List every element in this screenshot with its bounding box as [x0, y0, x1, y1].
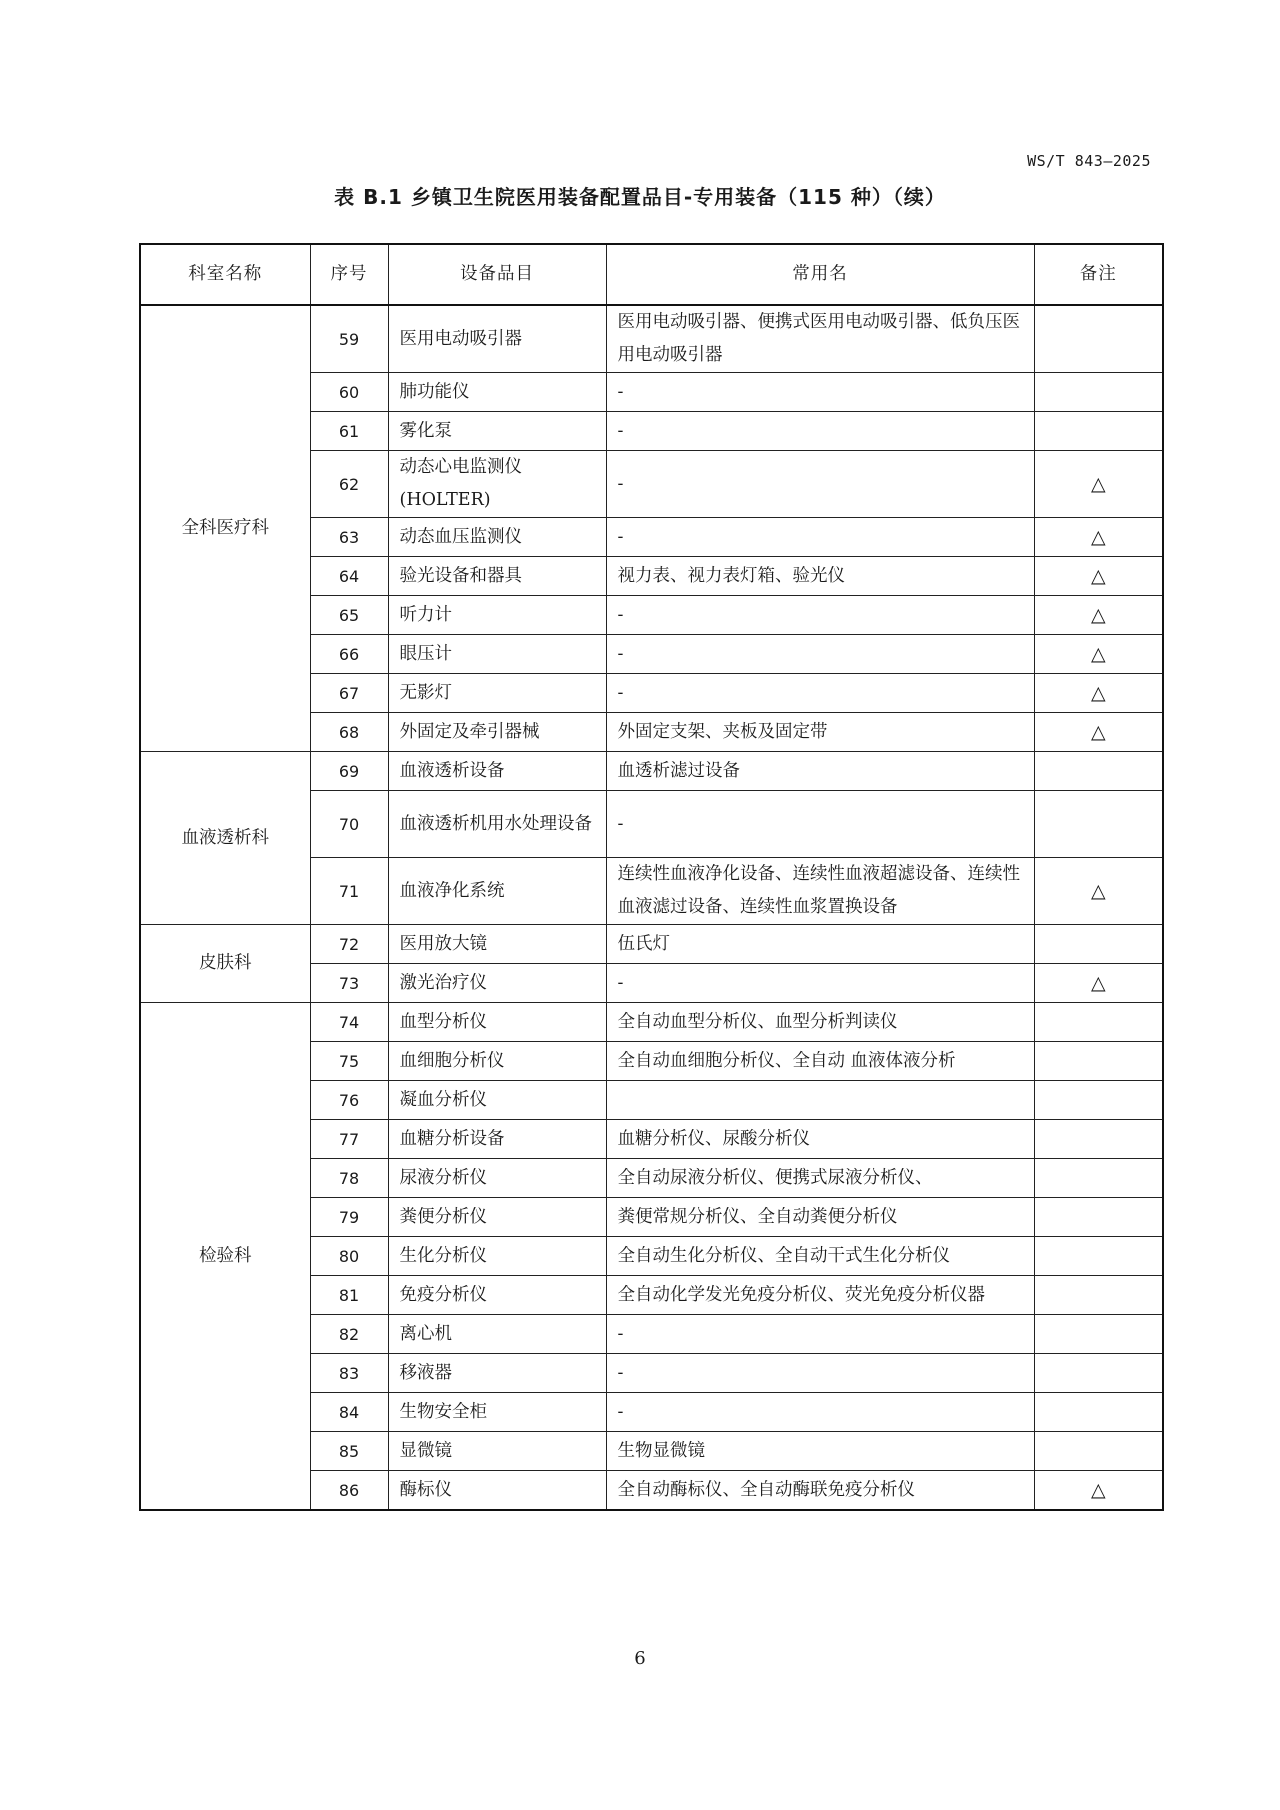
common-name-cell: - — [606, 451, 1034, 518]
item-cell: 血液透析机用水处理设备 — [388, 791, 606, 858]
item-cell: 免疫分析仪 — [388, 1276, 606, 1315]
remark-cell — [1034, 1237, 1163, 1276]
common-name-cell: - — [606, 1393, 1034, 1432]
item-cell: 生化分析仪 — [388, 1237, 606, 1276]
number-cell: 72 — [310, 925, 388, 964]
remark-cell — [1034, 1315, 1163, 1354]
item-cell: 雾化泵 — [388, 412, 606, 451]
item-cell: 凝血分析仪 — [388, 1081, 606, 1120]
number-cell: 61 — [310, 412, 388, 451]
common-name-cell: - — [606, 596, 1034, 635]
remark-cell — [1034, 1120, 1163, 1159]
remark-cell — [1034, 1159, 1163, 1198]
remark-cell — [1034, 373, 1163, 412]
common-name-cell: - — [606, 791, 1034, 858]
number-cell: 75 — [310, 1042, 388, 1081]
item-cell: 医用放大镜 — [388, 925, 606, 964]
common-name-cell — [606, 1081, 1034, 1120]
remark-cell: △ — [1034, 451, 1163, 518]
item-cell: 医用电动吸引器 — [388, 305, 606, 373]
number-cell: 60 — [310, 373, 388, 412]
remark-cell — [1034, 1198, 1163, 1237]
table-row — [140, 925, 1163, 964]
number-cell: 70 — [310, 791, 388, 858]
remark-cell: △ — [1034, 518, 1163, 557]
item-cell: 血细胞分析仪 — [388, 1042, 606, 1081]
item-cell: 眼压计 — [388, 635, 606, 674]
item-cell: 显微镜 — [388, 1432, 606, 1471]
common-name-cell: 全自动尿液分析仪、便携式尿液分析仪、 — [606, 1159, 1034, 1198]
remark-cell — [1034, 925, 1163, 964]
remark-cell: △ — [1034, 858, 1163, 925]
common-name-cell: - — [606, 635, 1034, 674]
remark-cell — [1034, 1003, 1163, 1042]
remark-cell: △ — [1034, 674, 1163, 713]
department-cell: 皮肤科 — [140, 925, 310, 1003]
item-cell: 血糖分析设备 — [388, 1120, 606, 1159]
number-cell: 59 — [310, 305, 388, 373]
number-cell: 65 — [310, 596, 388, 635]
number-cell: 63 — [310, 518, 388, 557]
common-name-cell: 全自动酶标仪、全自动酶联免疫分析仪 — [606, 1471, 1034, 1511]
page-number: 6 — [634, 1648, 646, 1669]
number-cell: 84 — [310, 1393, 388, 1432]
item-cell: 验光设备和器具 — [388, 557, 606, 596]
remark-cell — [1034, 1354, 1163, 1393]
col-header-common-name: 常用名 — [606, 244, 1034, 305]
number-cell: 83 — [310, 1354, 388, 1393]
remark-cell — [1034, 1042, 1163, 1081]
remark-cell — [1034, 1081, 1163, 1120]
department-cell: 全科医疗科 — [140, 305, 310, 752]
remark-cell — [1034, 412, 1163, 451]
common-name-cell: 生物显微镜 — [606, 1432, 1034, 1471]
number-cell: 69 — [310, 752, 388, 791]
number-cell: 77 — [310, 1120, 388, 1159]
item-cell: 酶标仪 — [388, 1471, 606, 1511]
common-name-cell: 连续性血液净化设备、连续性血液超滤设备、连续性血液滤过设备、连续性血浆置换设备 — [606, 858, 1034, 925]
table-header-row — [140, 244, 1163, 305]
number-cell: 64 — [310, 557, 388, 596]
common-name-cell: - — [606, 964, 1034, 1003]
item-cell: 血液净化系统 — [388, 858, 606, 925]
remark-cell — [1034, 1276, 1163, 1315]
common-name-cell: - — [606, 1354, 1034, 1393]
number-cell: 81 — [310, 1276, 388, 1315]
remark-cell — [1034, 305, 1163, 373]
remark-cell: △ — [1034, 557, 1163, 596]
number-cell: 82 — [310, 1315, 388, 1354]
number-cell: 86 — [310, 1471, 388, 1511]
equipment-table — [139, 243, 1164, 1511]
item-cell: 血型分析仪 — [388, 1003, 606, 1042]
remark-cell — [1034, 791, 1163, 858]
item-cell: 激光治疗仪 — [388, 964, 606, 1003]
item-cell: 离心机 — [388, 1315, 606, 1354]
number-cell: 62 — [310, 451, 388, 518]
number-cell: 79 — [310, 1198, 388, 1237]
number-cell: 68 — [310, 713, 388, 752]
number-cell: 71 — [310, 858, 388, 925]
item-cell: 肺功能仪 — [388, 373, 606, 412]
table-row — [140, 305, 1163, 373]
number-cell: 73 — [310, 964, 388, 1003]
col-header-remark: 备注 — [1034, 244, 1163, 305]
item-cell: 生物安全柜 — [388, 1393, 606, 1432]
number-cell: 76 — [310, 1081, 388, 1120]
common-name-cell: 外固定支架、夹板及固定带 — [606, 713, 1034, 752]
number-cell: 85 — [310, 1432, 388, 1471]
item-cell: 移液器 — [388, 1354, 606, 1393]
remark-cell: △ — [1034, 964, 1163, 1003]
table-title: 表 B.1 乡镇卫生院医用装备配置品目-专用装备（115 种）（续） — [334, 185, 946, 209]
remark-cell: △ — [1034, 1471, 1163, 1511]
item-cell: 听力计 — [388, 596, 606, 635]
col-header-number: 序号 — [310, 244, 388, 305]
item-cell: 动态血压监测仪 — [388, 518, 606, 557]
standard-code: WS/T 843—2025 — [1027, 152, 1151, 170]
number-cell: 74 — [310, 1003, 388, 1042]
common-name-cell: 血透析滤过设备 — [606, 752, 1034, 791]
common-name-cell: 视力表、视力表灯箱、验光仪 — [606, 557, 1034, 596]
common-name-cell: - — [606, 412, 1034, 451]
remark-cell — [1034, 1393, 1163, 1432]
number-cell: 66 — [310, 635, 388, 674]
item-cell: 动态心电监测仪(HOLTER) — [388, 451, 606, 518]
item-cell: 尿液分析仪 — [388, 1159, 606, 1198]
remark-cell: △ — [1034, 713, 1163, 752]
common-name-cell: - — [606, 674, 1034, 713]
common-name-cell: 医用电动吸引器、便携式医用电动吸引器、低负压医用电动吸引器 — [606, 305, 1034, 373]
remark-cell — [1034, 1432, 1163, 1471]
col-header-department: 科室名称 — [140, 244, 310, 305]
common-name-cell: 全自动化学发光免疫分析仪、荧光免疫分析仪器 — [606, 1276, 1034, 1315]
common-name-cell: 粪便常规分析仪、全自动粪便分析仪 — [606, 1198, 1034, 1237]
common-name-cell: 伍氏灯 — [606, 925, 1034, 964]
table-row — [140, 752, 1163, 791]
common-name-cell: 全自动血细胞分析仪、全自动 血液体液分析 — [606, 1042, 1034, 1081]
department-cell: 检验科 — [140, 1003, 310, 1511]
item-cell: 外固定及牵引器械 — [388, 713, 606, 752]
common-name-cell: - — [606, 1315, 1034, 1354]
common-name-cell: 全自动生化分析仪、全自动干式生化分析仪 — [606, 1237, 1034, 1276]
number-cell: 67 — [310, 674, 388, 713]
number-cell: 78 — [310, 1159, 388, 1198]
remark-cell: △ — [1034, 635, 1163, 674]
item-cell: 粪便分析仪 — [388, 1198, 606, 1237]
remark-cell — [1034, 752, 1163, 791]
remark-cell: △ — [1034, 596, 1163, 635]
col-header-item: 设备品目 — [388, 244, 606, 305]
item-cell: 无影灯 — [388, 674, 606, 713]
table-row — [140, 1003, 1163, 1042]
common-name-cell: 全自动血型分析仪、血型分析判读仪 — [606, 1003, 1034, 1042]
number-cell: 80 — [310, 1237, 388, 1276]
department-cell: 血液透析科 — [140, 752, 310, 925]
common-name-cell: - — [606, 518, 1034, 557]
common-name-cell: - — [606, 373, 1034, 412]
common-name-cell: 血糖分析仪、尿酸分析仪 — [606, 1120, 1034, 1159]
item-cell: 血液透析设备 — [388, 752, 606, 791]
